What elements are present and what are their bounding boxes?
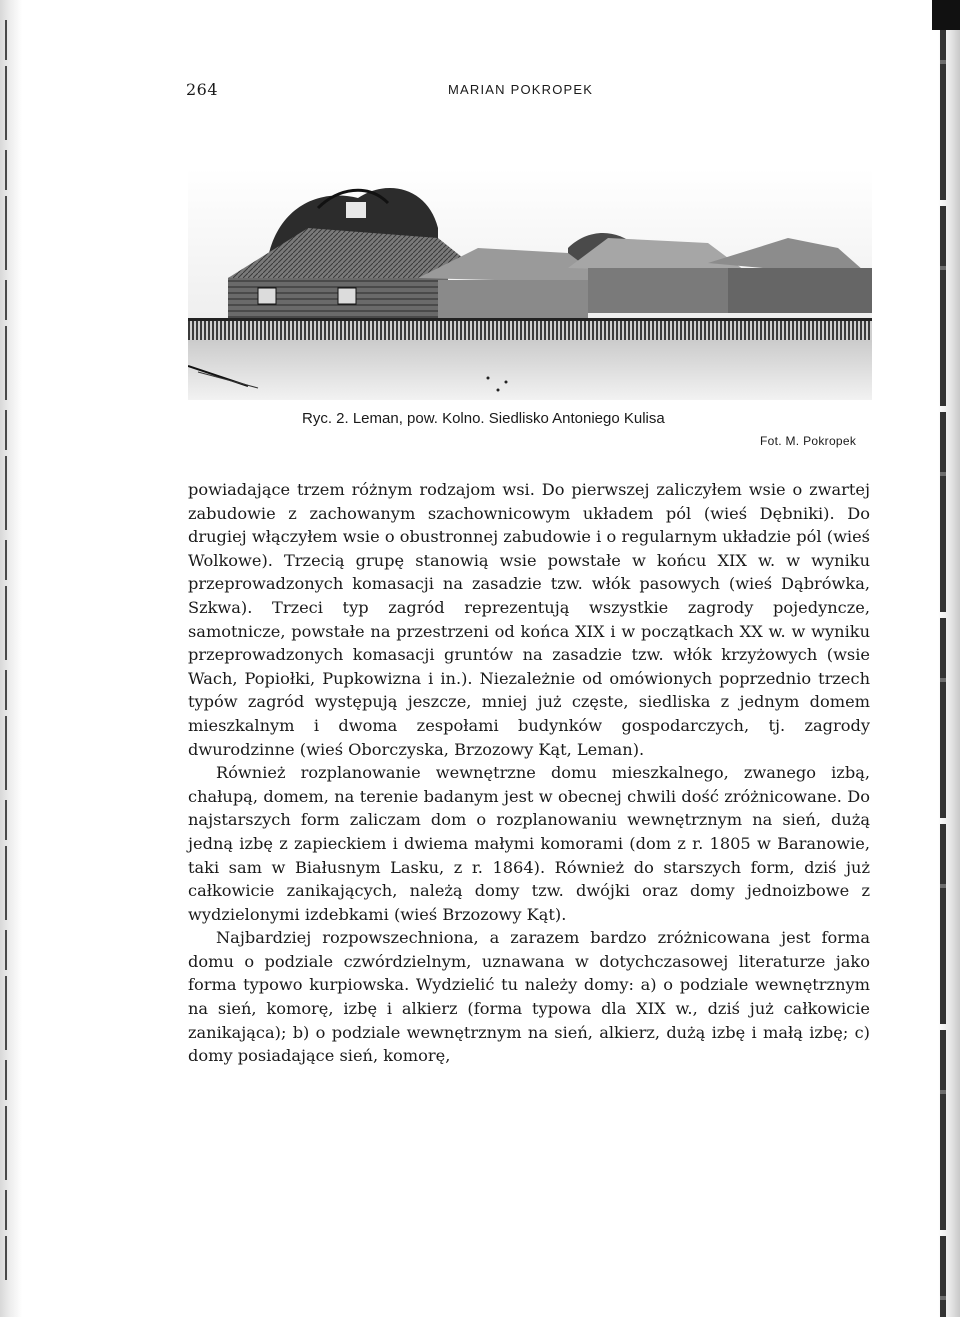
paragraph: Najbardziej rozpowszechniona, a zarazem bardzo zróżnicowana jest forma domu o podziale czwórdzielnym, uznawana w dotychczasowej literaturze jako forma typowo kurpiowska. Wydzielić tu należy domy: a) o podziale wewnętrznym na sień, komorę, izbę i alkierz (forma typowa dla XIX w., dziś już całkowicie zanikająca); b) o podziale wewnętrznym na sień, alkierz, dużą izbę i małą izbę; c) domy posiadające sień, komorę, [188, 928, 870, 1066]
scan-edge-right-shadow [940, 0, 946, 1317]
page-number: 264 [186, 80, 219, 99]
paragraph: Również rozplanowanie wewnętrzne domu mieszkalnego, zwanego izbą, chałupą, domem, na terenie badanym jest w obecnej chwili dość zróżnicowane. Do najstarszych form zaliczam dom o rozplanowaniu wewnętrznym na sień, dużą jedną izbę z zapieckiem i dwiema małymi komorami (dom z r. 1805 w Baranowie, taki sam w Białusnym Lasku, z r. 1864). Również do starszych form, dziś już całkowicie zanikających, należą domy tzw. dwójki oraz domy jednoizbowe z wydzielonymi izdebkami (wieś Brzozowy Kąt). [188, 763, 870, 924]
scan-edge-left-shadow [5, 20, 7, 1280]
running-title: MARIAN POKROPEK [448, 82, 594, 97]
paragraph: powiadające trzem różnym rodzajom wsi. Do pierwszej zaliczyłem wsie o zwartej zabudowie z zachowanym szachownicowym układem pól (wieś Dębniki). Do drugiej włączyłem wsie o obustronnej zabudowie i o regularnym układzie pól (wieś Wolkowe). Trzecią grupę stanowią wsie powstałe w końcu XIX w. w wyniku przeprowadzonych komasacji na zasadzie tzw. włók pasowych (wieś Dąbrówka, Szkwa). Trzeci typ zagród reprezentują wszystkie zagrody pojedyncze, samotnicze, powstałe na przestrzeni od końca XIX i w początkach XX w. w wyniku przeprowadzonych komasacji gruntów na zasadzie tzw. włók krzyżowych (wsie Wach, Popiołki, Pupkowizna i in.). Niezależnie od omówionych poprzednio trzech typów zagród występują jeszcze, mniej już częste, siedliska z jednym domem mieszkalnym i dwoma zespołami budynków gospodarczych, tj. zagrody dwurodzinne (wieś Oborczyska, Brzozowy Kąt, Leman). [188, 480, 870, 759]
figure-credit: Fot. M. Pokropek [760, 434, 857, 448]
photo-village-farmstead-icon [188, 168, 872, 400]
scan-corner-mark [932, 0, 960, 30]
running-head [186, 80, 868, 102]
scan-edge-left [0, 0, 22, 1317]
figure-caption: Ryc. 2. Leman, pow. Kolno. Siedlisko Antoniego Kulisa [302, 410, 665, 427]
body-text [188, 478, 870, 1068]
figure-photo [188, 168, 872, 400]
